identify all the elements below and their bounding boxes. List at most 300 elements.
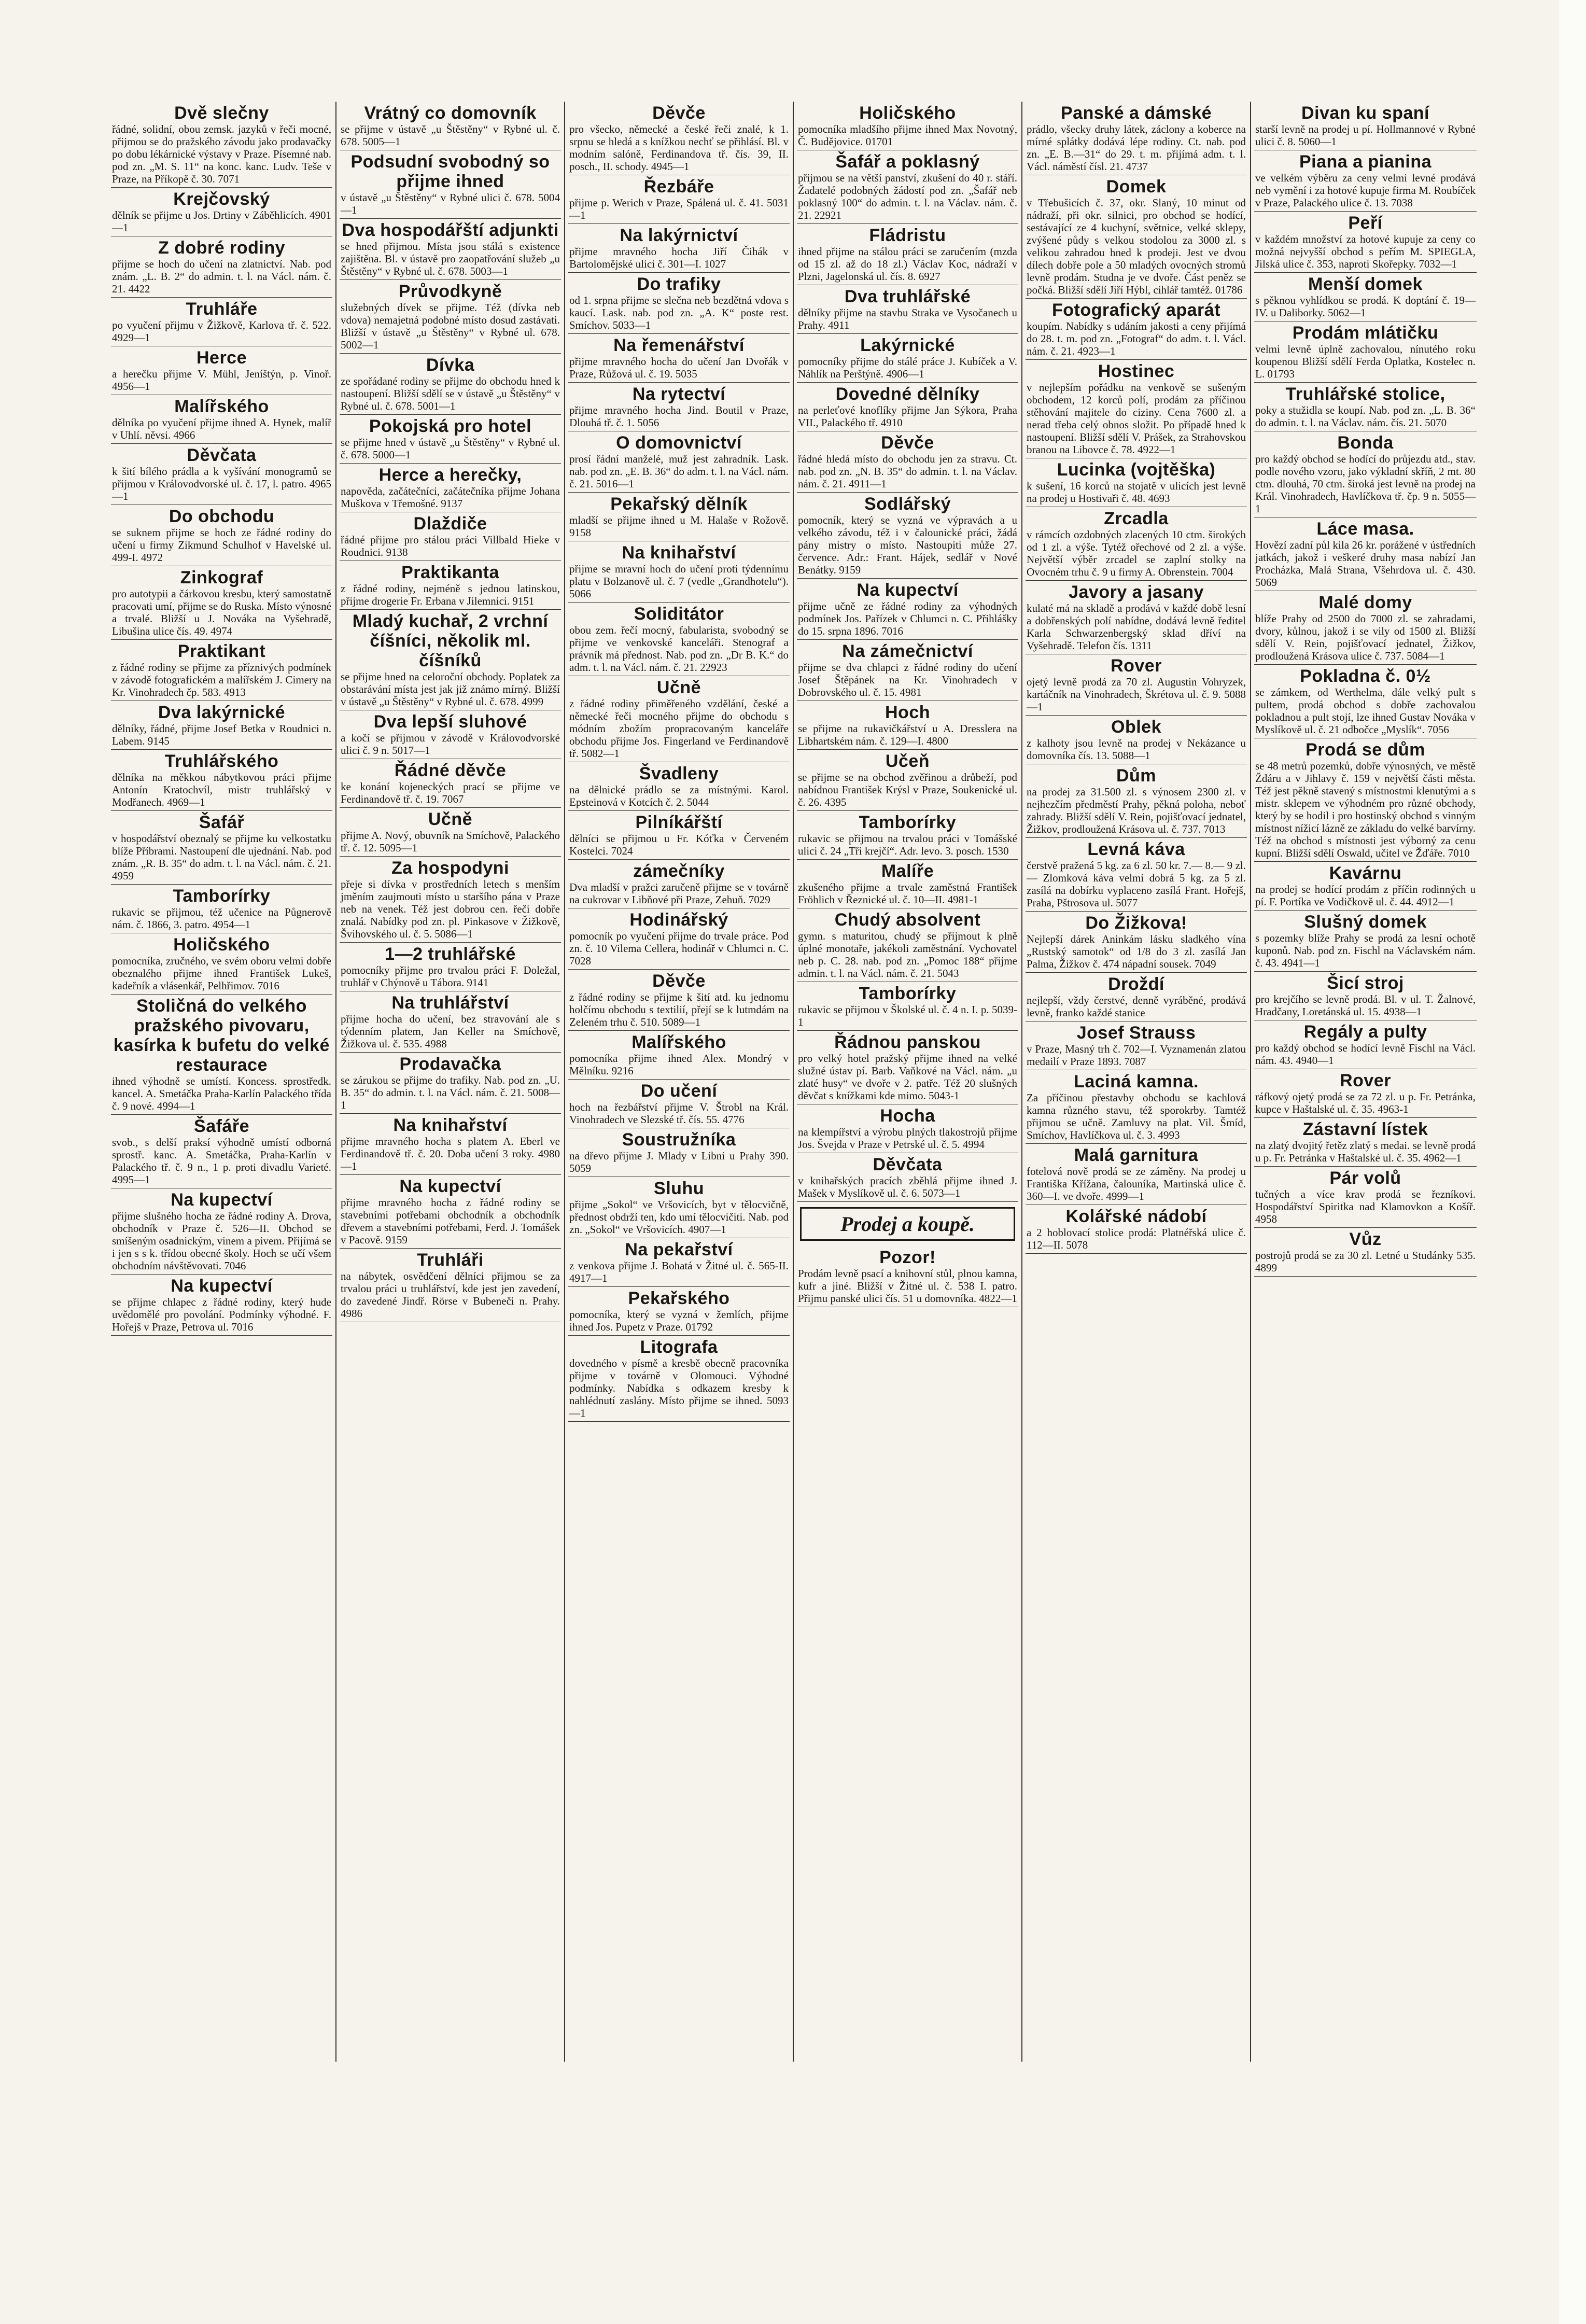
ad-text: fotelová nově prodá se ze záměny. Na prodej u Františka Křížana, čalouníka, Martinská ulice č. 360—I. ve dvoře. 4999—1 — [1027, 1165, 1246, 1202]
ad-heading: Do trafiky — [637, 274, 721, 294]
ad-heading: Na zámečnictví — [842, 641, 973, 661]
classified-ad — [568, 493, 790, 541]
ad-text: hoch na řezbářství přijme V. Štrobl na Král. Vinohradech ve Slezské tř. čís. 55. 4776 — [569, 1101, 789, 1126]
ad-heading: Zinkograf — [180, 568, 263, 587]
ad-heading: zámečníky — [633, 861, 725, 881]
section-banner: Prodej a koupě. — [800, 1207, 1015, 1241]
ad-heading: Pokladna č. 0½ — [1300, 666, 1431, 686]
ad-heading: Dva truhlářské — [844, 287, 971, 306]
classified-ad — [797, 860, 1018, 908]
ad-text: dělníci se přijmou u Fr. Kóťka v Červeném Kostelci. 7024 — [569, 832, 789, 857]
ad-text: ihned přijme na stálou práci se zaručením (mzda od 15 zl. až do 18 zl.) Václav Koc, nádraží v Plzni, Jagelonská ul. čís. 8. 6927 — [798, 245, 1017, 283]
classified-ad — [340, 280, 561, 354]
ad-text: obou zem. řečí mocný, fabularista, svobodný se přijme ve venkovské kanceláři. Stenograf a právník má přednost. Nab. pod zn. „Dr B. K.“ do adm. t. l. na Václ. nám. č. 21. 22923 — [569, 624, 789, 674]
classified-ad — [568, 762, 790, 811]
classified-ad — [568, 1080, 790, 1128]
classified-ad — [797, 750, 1018, 811]
classified-ad — [797, 1104, 1018, 1153]
ad-heading: Laciná kamna. — [1074, 1072, 1199, 1091]
ad-text: Prodám levně psací a knihovní stůl, plnou kamna, kufr a jiné. Bližší v Žitné ul. č. 538 I. patro. Přijmu panské ulici čís. 51 u domovníka. 4822—1 — [798, 1267, 1017, 1305]
classified-ad — [111, 995, 332, 1115]
classified-ad — [797, 102, 1018, 150]
classified-ad — [797, 224, 1018, 285]
ad-heading: Chudý absolvent — [834, 910, 981, 930]
ad-heading: Krejčovský — [173, 189, 270, 209]
ad-text: v nejlepším pořádku na venkově se sušeným obchodem, 12 korců polí, prodám za příčinou stěhování majitele do ciziny. Cena 7600 zl. a nerad třeba celý obnos složit. Po případě hned k nastoupení. Bližší sdělí V. Prášek, za Strahovskou branou na Libovce č. 78. 4922—1 — [1027, 381, 1246, 456]
ad-text: se přijme v ústavě „u Štěstěny“ v Rybné ul. č. 678. 5005—1 — [341, 123, 560, 148]
classified-ad — [111, 701, 332, 750]
ad-heading: Šafáře — [194, 1116, 249, 1136]
ad-text: na prodej za 31.500 zl. s výnosem 2300 zl. v nejhezčím předměstí Prahy, pěkná poloha, neboť zahrady. Bližší sdělí V. Rein, pojišťovací jednatel, Žižkov, prodloužená Krásova ul. č. 737. 7013 — [1027, 786, 1246, 835]
ad-text: dělníky přijme na stavbu Straka ve Vysočanech u Prahy. 4911 — [798, 306, 1017, 331]
ad-heading: Pekařského — [628, 1289, 730, 1308]
ad-heading: Pekařský dělník — [610, 494, 748, 514]
ad-heading: 1—2 truhlářské — [385, 944, 516, 964]
classified-ad — [1026, 654, 1247, 716]
ad-heading: Josef Strauss — [1076, 1023, 1196, 1043]
classified-ad — [340, 102, 561, 150]
ad-heading: Tamborírky — [859, 984, 957, 1003]
classified-ad — [568, 1287, 790, 1336]
ad-text: přijme hocha do učení, bez stravování ale s týdenním platem, Jan Keller na Smíchově, Žižkova ul. č. 535. 4988 — [341, 1013, 560, 1050]
classified-ad — [1026, 1070, 1247, 1144]
classified-ad — [797, 701, 1018, 750]
ad-text: z venkova přijme J. Bohatá v Žitné ul. č. 565-II. 4917—1 — [569, 1259, 789, 1284]
ad-heading: Pilníkářští — [635, 813, 723, 832]
classified-ad — [1254, 1020, 1477, 1069]
classified-ad — [568, 970, 790, 1031]
ad-text: čerstvě pražená 5 kg. za 6 zl. 50 kr. 7.— 8.— 9 zl. — Zlomková káva velmi dobrá 5 kg. za 5 zl. zasílá na dobírku vyplaceno zasílá Frant. Hořejš, Praha, Pštrosova ul. 5077 — [1027, 859, 1246, 909]
ad-text: přijme p. Werich v Praze, Spálená ul. č. 41. 5031—1 — [569, 197, 789, 221]
ad-text: prádlo, všecky druhy látek, záclony a koberce na mírné splátky dodává lépe rodiny. Ct. nab. pod zn. „E. B.—31“ do 29. t. m. přijímá adm. t. l. Václ. náměstí čísl. 21. 4737 — [1027, 123, 1246, 173]
ad-text: služebných dívek se přijme. Též (dívka neb vdova) nemajetná podobné místo dosud zastávati. Bližší v ústavě „u Štěstěny“ v Rybné ul. 678. 5002—1 — [341, 301, 560, 351]
ad-heading: Učně — [428, 809, 473, 829]
ad-heading: Dům — [1116, 766, 1157, 786]
classified-ad — [111, 395, 332, 444]
classified-ad — [1026, 175, 1247, 299]
ad-text: Dva mladší v pražci zaručeně přijme se v továrně na cukrovar v Libňové při Praze, Zehuň. 7029 — [569, 881, 789, 906]
classified-ad — [1026, 716, 1247, 764]
ad-text: koupím. Nabídky s udáním jakosti a ceny přijímá do 28. t. m. pod zn. „Fotograf“ do adm. t. l. Václ. nám. č. 21. 4923—1 — [1027, 320, 1246, 357]
classified-ad — [340, 991, 561, 1053]
classified-ad — [340, 219, 561, 280]
ad-heading: Soliditátor — [634, 604, 724, 624]
classified-ad — [340, 710, 561, 759]
ad-text: s pěknou vyhlídkou se prodá. K doptání č. 19—IV. u Daliborky. 5062—1 — [1255, 294, 1476, 319]
column-1 — [108, 102, 336, 2062]
ad-text: přijme mravného hocha do učení Jan Dvořák v Praze, Růžová ul. č. 19. 5035 — [569, 355, 789, 380]
classified-ad — [1026, 581, 1247, 654]
ad-heading: Fládristu — [869, 226, 946, 245]
classified-ad — [568, 1031, 790, 1080]
ad-heading: Na knihařství — [622, 543, 736, 563]
ad-heading: Do Žižkova! — [1085, 913, 1187, 933]
ad-text: se zárukou se přijme do trafiky. Nab. pod zn. „U. B. 35“ do admin. t. l. na Václ. nám. č. 21. 5008—1 — [341, 1074, 560, 1111]
classified-ad — [1254, 665, 1477, 738]
ad-heading: Rover — [1340, 1071, 1391, 1090]
ad-text: v rámcích ozdobných zlacených 10 ctm. širokých od 1 zl. a výše. Tytéž ořechové od 2 zl. a výše. Největší výběr zrcadel se zaplní stolky na Ovocném trhu č. 9 u firmy A. Obrenstein. 7004 — [1027, 528, 1246, 578]
classified-ad — [340, 512, 561, 561]
ad-heading: Malířského — [174, 397, 269, 416]
classified-ad — [111, 1188, 332, 1275]
classified-ad — [1254, 1228, 1477, 1277]
ad-text: na zlatý dvojitý řetěz zlatý s medai. se levně prodá u p. Fr. Petránka v Haštalské ul. č. 35. 4962—1 — [1255, 1139, 1476, 1164]
classified-ad — [568, 1238, 790, 1287]
ad-text: pomocníka, zručného, ve svém oboru velmi dobře obeznalého přijme ihned František Lukeš, kadeřník a vlásenkář, Pelhřimov. 7016 — [112, 955, 331, 992]
ad-text: na klempířství a výrobu plných tlakostrojů přijme Jos. Švejda v Praze v Petrské ul. č. 5. 4994 — [798, 1126, 1017, 1151]
ad-text: tučných a více krav prodá se řezníkovi. Hospodářství Spiritka nad Klamovkon a Košíř. 4958 — [1255, 1188, 1476, 1225]
classified-ad — [568, 383, 790, 431]
classified-ad — [797, 493, 1018, 579]
classified-ad — [797, 285, 1018, 334]
classified-ad — [1254, 1118, 1477, 1167]
ad-heading: Prodá se dům — [1306, 740, 1425, 760]
ad-text: přijme slušného hocha ze řádné rodiny A. Drova, obchodník v Praze č. 526—II. Obchod se smíšeným osadnickým, vinem a pivem. Přijímá se i jen s s k. třídou obecné školy. Hoch se učí všem obchodním návštěvovati. 7046 — [112, 1210, 331, 1272]
ad-heading: Herce — [196, 348, 247, 368]
ad-text: z řádné rodiny se přijme k šití atd. ku jednomu holčímu obchodu s textilií, přejí se k lutmdám na Zeleném trhu č. 510. 5089—1 — [569, 991, 789, 1028]
ad-text: na dělnické prádlo se za místnými. Karol. Epsteinová v Kotcích č. 2. 5044 — [569, 783, 789, 808]
classified-columns — [108, 102, 1482, 2062]
ad-heading: Děvčata — [873, 1155, 943, 1174]
classified-ad — [1254, 972, 1477, 1020]
ad-heading: Lakýrnické — [860, 335, 955, 355]
classified-ad — [797, 579, 1018, 640]
ad-text: dělníka po vyučení přijme ihned A. Hynek, malíř v Uhlí. něvsi. 4966 — [112, 416, 331, 441]
classified-ad — [340, 610, 561, 710]
classified-ad — [568, 908, 790, 970]
ad-text: řádné, solidní, obou zemsk. jazyků v řeči mocné, přijmou se do pražského závodu jako prodavačky po dobu lékárnické výstavy v Praze. Písemné nab. pod zn. „M. S. 11“ na konc. kanc. Ludv. Teše v Praze, na Příkopě č. 30. 7071 — [112, 123, 331, 185]
ad-heading: Děvče — [652, 971, 706, 991]
classified-ad — [111, 640, 332, 701]
ad-text: k šití bílého prádla a k vyšívání monogramů se přijmou v Královodvorské ul. č. 17, l. patro. 4965—1 — [112, 465, 331, 502]
classified-ad — [111, 298, 332, 346]
ad-text: přijme se mravní hoch do učení proti týdennímu platu v Bolzanově ul. č. 7 (vedle „Grandhotelu“). 5066 — [569, 563, 789, 600]
ad-text: přijme se dva chlapci z řádné rodiny do učení Josef Štěpánek na Kr. Vinohradech v Dobrovského ul. č. 15. 4981 — [798, 661, 1017, 698]
classified-ad — [1254, 431, 1477, 517]
ad-text: napověda, začátečníci, začátečníka přijme Johana Muškova v Třemošné. 9137 — [341, 485, 560, 510]
classified-ad — [568, 431, 790, 493]
ad-text: dělník se přijme u Jos. Drtiny v Záběhlicích. 4901—1 — [112, 209, 331, 234]
ad-heading: Lucinka (vojtěška) — [1057, 460, 1216, 480]
ad-text: se přijme chlapec z řádné rodiny, který hude uvědomělé pro povolání. Podmínky výhodné. F. Hořejš v Praze, Petrova ul. 7016 — [112, 1296, 331, 1333]
ad-heading: Vůz — [1349, 1229, 1382, 1249]
classified-ad — [111, 444, 332, 505]
ad-text: řádné přijme pro stálou práci Villbald Hieke v Roudnici. 9138 — [341, 534, 560, 558]
ad-text: se přijme na rukavičkářství u A. Dresslera na Libhartském nám. č. 129—I. 4800 — [798, 722, 1017, 747]
ad-heading: Dívka — [426, 355, 475, 375]
classified-ad — [111, 505, 332, 566]
ad-heading: Truhláře — [186, 299, 258, 319]
classified-ad — [1254, 517, 1477, 591]
ad-text: se přijme hned v ústavě „u Štěstěny“ v Rybné ul. č. 678. 5000—1 — [341, 436, 560, 461]
ad-text: pro každý obchod se hodící levně Fischl na Václ. nám. 43. 4940—1 — [1255, 1042, 1476, 1067]
ad-text: postrojů prodá se za 30 zl. Letné u Studánky 535. 4899 — [1255, 1249, 1476, 1274]
ad-text: pomocníka přijme ihned Alex. Mondrý v Mělníku. 9216 — [569, 1052, 789, 1077]
ad-heading: Učeň — [885, 751, 930, 771]
ad-text: z kalhoty jsou levně na prodej v Nekázance u domovníka čís. 13. 5088—1 — [1027, 737, 1246, 762]
ad-text: se hned přijmou. Místa jsou stálá s existence zajištěna. Bl. v ústavě pro zaopatřování služeb „u Štěstěny“ v Rybné ul. č. 678. 5003—1 — [341, 240, 560, 277]
ad-heading: Regály a pulty — [1303, 1022, 1427, 1042]
ad-heading: Za hospodyni — [391, 858, 509, 878]
ad-heading: Pokojská pro hotel — [369, 416, 532, 436]
classified-ad — [111, 188, 332, 236]
ad-heading: Soustružníka — [622, 1130, 736, 1150]
classified-ad — [1026, 1021, 1247, 1070]
classified-ad — [1026, 973, 1247, 1021]
classified-ad — [568, 1128, 790, 1177]
classified-ad — [111, 102, 332, 188]
classified-ad — [797, 1153, 1018, 1202]
ad-heading: Dvě slečny — [174, 103, 269, 123]
ad-text: pomocník po vyučení přijme do trvale práce. Pod zn. č. 10 Vilema Cellera, hodinář v Chlumci n. C. 7028 — [569, 930, 789, 967]
ad-heading: Na rytectví — [632, 384, 726, 404]
ad-text: v ústavě „u Štěstěny“ v Rybné ulici č. 678. 5004—1 — [341, 191, 560, 216]
ad-heading: Mladý kuchař, 2 vrchní číšníci, několik ml. číšníků — [352, 611, 549, 670]
ad-text: starší levně na prodej u pí. Hollmannové v Rybné ulici č. 8. 5060—1 — [1255, 123, 1476, 148]
ad-text: v Praze, Masný trh č. 702—I. Vyznamenán zlatou medailí v Praze 1893. 7087 — [1027, 1043, 1246, 1068]
ad-text: Hovězí zadní půl kila 26 kr. porážené v ústředních jatkách, jakož i veškeré druhy masa nabízí Jan Procházka, Malá Strana, Všehrdova ul. č. 430. 5069 — [1255, 539, 1476, 589]
classified-ad — [340, 354, 561, 415]
classified-ad — [1254, 150, 1477, 212]
ad-heading: Divan ku spaní — [1301, 103, 1429, 123]
classified-ad — [797, 150, 1018, 224]
ad-heading: Peří — [1348, 213, 1383, 233]
ad-text: dělníky, řádné, přijme Josef Betka v Roudnici n. Labem. 9145 — [112, 722, 331, 747]
ad-heading: Droždí — [1108, 974, 1164, 994]
ad-heading: Malé domy — [1318, 593, 1412, 612]
ad-heading: Malířského — [631, 1032, 726, 1052]
ad-text: z řádné rodiny přiměřeného vzdělání, české a německé řeči mocného přijme do obchodu s módním zbožím propracovaným kanceláře obchodu přijme Jos. Fingerland ve Ferdinandově tř. 5082—1 — [569, 697, 789, 760]
ad-heading: Herce a herečky, — [378, 465, 522, 485]
classified-ad — [111, 1115, 332, 1188]
ad-text: se přijme hned na celoroční obchody. Poplatek za obstarávání místa jest jak již známo mírný. Bližší v ústavě „u Štěstěny“ v Rybné ul. č. 678. 4999 — [341, 670, 560, 708]
ad-heading: Malá garnitura — [1074, 1145, 1199, 1165]
ad-heading: Holičského — [859, 103, 956, 123]
classified-ad — [1254, 911, 1477, 972]
column-4 — [794, 102, 1022, 2062]
ad-text: a 2 hoblovací stolice prodá: Platnéřská ulice č. 112—II. 5078 — [1027, 1226, 1246, 1251]
ad-heading: Hoch — [885, 703, 930, 722]
ad-heading: Šafář — [199, 813, 245, 832]
ad-heading: Truhláři — [417, 1250, 484, 1270]
ad-heading: Piana a pianina — [1299, 152, 1432, 172]
ad-heading: Učně — [656, 678, 701, 697]
ad-heading: Šafář a poklasný — [835, 152, 980, 172]
ad-text: rukavic se přijmou na trvalou práci v Tomášské ulici č. 24 „Tři krejčí“. Adr. levo. 3. posch. 1530 — [798, 832, 1017, 857]
classified-ad — [340, 808, 561, 857]
ad-text: pomocníky přijme do stálé práce J. Kubíček a V. Náhlík na Perštýně. 4906—1 — [798, 355, 1017, 380]
ad-heading: Hocha — [880, 1106, 935, 1126]
ad-text: na dřevo přijme J. Mlady v Libni u Prahy 390. 5059 — [569, 1150, 789, 1174]
ad-text: pro každý obchod se hodící do průjezdu atd., stav. podle nového vzoru, jako výkladní skříň, 2 mt. 80 ctm. dlouhá, 70 ctm. široká jest levně na prodej na Král. Vinohradech, Havlíčkova tř. čp. 9 n. 5055—1 — [1255, 453, 1476, 515]
classified-ad — [568, 1336, 790, 1422]
ad-text: se přijme se na obchod zvěřinou a drůbeží, pod nabídnou František Krýsl v Praze, Soukenické ul. č. 26. 4395 — [798, 771, 1017, 808]
ad-text: ve velkém výběru za ceny velmi levné prodává neb vymění i za hotové kupuje firma M. Roubíček v Praze, Palackého ulice č. 13. 7038 — [1255, 172, 1476, 209]
classified-ad — [568, 603, 790, 676]
ad-heading: Dlaždiče — [413, 514, 487, 534]
ad-text: z řádné rodiny se přijme za příznivých podmínek v závodě fotografickém a malířském J. Cimery na Kr. Vinohradech čp. 583. 4913 — [112, 661, 331, 698]
ad-heading: Řádné děvče — [394, 761, 507, 780]
classified-ad — [340, 150, 561, 219]
ad-heading: Dva lepší sluhové — [373, 712, 527, 732]
ad-heading: Děvče — [881, 433, 934, 453]
classified-ad — [1026, 1144, 1247, 1205]
ad-text: v Třebušicích č. 37, okr. Slaný, 10 minut od nádraží, při okr. silnici, pro obchod se hodící, sestávající ze 4 kuchyní, světnice, velké sklepy, zvýšené půdy s velkou stodolou za 3000 zl. s velikou zahradou hned k prodeji. Jest ve dvou dílech dobře pole a 50 mladých ovocných stromů levně prodám. Studna je ve dvoře. Část peněz se počká. Bližší sdělí Jiří Hýbl, cihlář tamtéž. 01786 — [1027, 197, 1246, 296]
ad-text: z řádné rodiny, nejméně s jednou latinskou, přijme drogerie Fr. Erbana v Jilemnici. 9151 — [341, 582, 560, 607]
classified-ad — [340, 759, 561, 808]
ad-text: gymn. s maturitou, chudý se přijmout k plně úplné monotaře, jakékoli zaměstnání. Vychovatel neb p. C. 28. nab. pod zn. „Pomoc 188“ přijme admin. t. l. na Václ. nám. č. 21. 5043 — [798, 930, 1017, 979]
classified-ad — [797, 383, 1018, 431]
classified-ad — [111, 1275, 332, 1336]
ad-heading: Zrcadla — [1104, 509, 1169, 528]
column-6 — [1251, 102, 1480, 2062]
classified-ad — [111, 566, 332, 640]
ad-text: na perleťové knoflíky přijme Jan Sýkora, Praha VII., Palackého tř. 4910 — [798, 404, 1017, 429]
ad-text: kulaté má na skladě a prodává v každé době lesní a dobřenských polí nabídne, dodává levně ředitel Karla Schwarzenbergský sklad dříví na Vyšehradě. Telefon čís. 1311 — [1027, 602, 1246, 652]
ad-text: dělníka na měkkou nábytkovou práci přijme Antonín Kratochvíl, mistr truhlářský v Modřanech. 4969—1 — [112, 771, 331, 808]
ad-heading: Zástavní lístek — [1302, 1119, 1428, 1139]
ad-text: zkušeného přijme a trvale zaměstná František Fröhlich v Řeznické ul. č. 10—II. 4981-1 — [798, 881, 1017, 906]
classified-ad — [1026, 102, 1247, 175]
classified-ad — [1254, 212, 1477, 273]
ad-heading: Na pekařství — [625, 1240, 733, 1259]
classified-ad — [1026, 838, 1247, 912]
ad-heading: Vrátný co domovník — [364, 103, 537, 123]
ad-text: v knihařských pracích zběhlá přijme ihned J. Mašek v Myslíkově ul. č. 6. 5073—1 — [798, 1174, 1017, 1199]
classified-ad — [1026, 912, 1247, 973]
ad-text: přijme se hoch do učení na zlatnictví. Nab. pod znám. „L. B. 2“ do admin. t. l. na Václ. nám. č. 21. 4422 — [112, 258, 331, 295]
classified-ad — [568, 541, 790, 603]
classified-ad — [340, 857, 561, 943]
ad-text: rukavic se přijmou v Školské ul. č. 4 n. I. p. 5039-1 — [798, 1003, 1017, 1028]
ad-heading: Litografa — [640, 1337, 718, 1357]
classified-ad — [568, 102, 790, 175]
ad-heading: Holičského — [173, 935, 270, 955]
classified-ad — [797, 811, 1018, 860]
ad-text: pro autotypii a čárkovou kresbu, který samostatně pracovati umí, přijme se do Ruska. Místo výnosné a trvalé. Bližší u J. Nováka na Vyšehradě, Libušina ulice čís. 49. 4974 — [112, 587, 331, 637]
ad-heading: Řezbáře — [643, 177, 714, 197]
ad-heading: Řádnou panskou — [834, 1032, 981, 1052]
ad-text: mladší se přijme ihned u M. Halaše v Rožově. 9158 — [569, 514, 789, 539]
classified-ad — [340, 1114, 561, 1175]
classified-ad — [1254, 738, 1477, 862]
classified-ad — [340, 943, 561, 991]
ad-heading: Hodinářský — [629, 910, 728, 930]
classified-ad — [1026, 360, 1247, 458]
ad-heading: Do učení — [640, 1081, 718, 1101]
classified-ad — [111, 750, 332, 811]
ad-text: přeje si dívka v prostředních letech s menším jměním zaujmouti místo u staršího pána v Praze neb na venek. Též jest dobrou cen. řeči dobře znalá. Nabídky pod zn. pl. Pinkasove v Žižkově, Švihovského ul. č. 5. 5086—1 — [341, 878, 560, 940]
ad-heading: Prodavačka — [399, 1054, 501, 1074]
ad-text: přijme mravného hocha Jind. Boutil v Praze, Dlouhá tř. č. 1. 5056 — [569, 404, 789, 429]
ad-heading: Slušný domek — [1304, 912, 1427, 932]
paper-margin — [1559, 0, 1586, 2324]
classified-ad — [568, 175, 790, 224]
classified-ad — [111, 885, 332, 933]
ad-heading: Rover — [1111, 656, 1162, 676]
ad-heading: Na knihařství — [393, 1115, 508, 1135]
ad-heading: Javory a jasany — [1069, 582, 1204, 602]
classified-ad — [340, 464, 561, 512]
ad-text: na prodej se hodící prodám z příčin rodinných u pí. F. Portíka ve Vodičkově ul. č. 44. 4912—1 — [1255, 883, 1476, 908]
ad-text: pro velký hotel pražský přijme ihned na velké služné ústav pí. Barb. Vaňkové na Václ. nám. „u zlaté husy“ ve dvoře v 2. patře. Též 20 slušných děvčat s knížkami kde mimo. 5043-1 — [798, 1052, 1017, 1102]
classified-ad — [340, 415, 561, 464]
ad-heading: Fotografický aparát — [1051, 300, 1221, 320]
ad-heading: Dva hospodářští adjunkti — [342, 220, 559, 240]
ad-heading: Šicí stroj — [1327, 973, 1404, 993]
ad-heading: Z dobré rodiny — [158, 238, 285, 258]
ad-heading: Dovedné dělníky — [835, 384, 980, 404]
ad-heading: Sodlářský — [864, 494, 951, 514]
ad-heading: O domovnictví — [616, 433, 742, 453]
ad-heading: Malíře — [881, 861, 934, 881]
ad-text: ojetý levně prodá za 70 zl. Augustin Vohryzek, kartáčník na Vinohradech, Škrétova ul. č. 9. 5088—1 — [1027, 676, 1246, 713]
classified-ad — [568, 334, 790, 383]
ad-heading: Dva lakýrnické — [158, 703, 286, 722]
ad-heading: Podsudní svobodný so přijme ihned — [350, 152, 550, 191]
ad-heading: Na řemenářství — [613, 335, 745, 355]
classified-ad — [111, 346, 332, 395]
ad-heading: Praktikant — [177, 641, 266, 661]
ad-heading: Děvčata — [187, 445, 257, 465]
classified-ad — [111, 811, 332, 885]
ad-text: blíže Prahy od 2500 do 7000 zl. se zahradami, dvory, kůlnou, jakož i se vily od 1500 zl. Bližší sdělí V. Rein, pojišťovací jednatel, Žižkov, prodloužená Krásova ulice č. 737. 5084—1 — [1255, 612, 1476, 662]
ad-text: v hospodářství obeznalý se přijme ku velkostatku blíže Příbrami. Nastoupení dle ujednání. Nab. pod znám. „R. B. 35“ do adm. t. l. na Václ. nám. č. 21. 4959 — [112, 832, 332, 882]
classified-ad — [111, 933, 332, 995]
ad-text: přijme mravného hocha s platem A. Eberl ve Ferdinandově tř. č. 20. Doba učení 3 roky. 4980—1 — [341, 1135, 560, 1172]
ad-text: přijme „Sokol“ ve Vršovicích, byt v tělocvičně, přednost obdrží ten, kdo umí tělocvičiti. Nab. pod zn. „Sokol“ ve Vršovicích. 4907—1 — [569, 1198, 789, 1236]
classified-ad — [568, 224, 790, 273]
ad-heading: Prodám mlátičku — [1292, 323, 1439, 343]
ad-text: po vyučení přijmu v Žižkově, Karlova tř. č. 522. 4929—1 — [112, 319, 331, 344]
ad-heading: Pozor! — [879, 1248, 936, 1267]
ad-text: pro krejčího se levně prodá. Bl. v ul. T. Žalnové, Hradčany, Loretánská ul. 15. 4938—1 — [1255, 993, 1476, 1018]
ad-heading: Domek — [1106, 177, 1167, 197]
ad-text: pomocníky přijme pro trvalou práci F. Doležal, truhlář v Chýnově u Tábora. 9141 — [341, 964, 560, 989]
ad-text: nejlepší, vždy čerstvé, denně vyráběné, prodává levně, franko každé stanice — [1027, 994, 1246, 1019]
ad-heading: Sluhu — [654, 1179, 704, 1198]
ad-heading: Hostinec — [1098, 361, 1175, 381]
classified-ad — [1254, 321, 1477, 383]
ad-text: ze spořádané rodiny se přijme do obchodu hned k nastoupení. Bližší sdělí se v ústavě „u Štěstěny“ v Rybné ul. č. 678. 5001—1 — [341, 375, 560, 412]
ad-text: se 48 metrů pozemků, dobře výnosných, ve městě Ždáru a v Jihlavy č. 159 v největší části města. Též jest pěkně stavený s místnostmi klenutými a s mistr. sklepem ve výhodném pro různé obchody, který by se hodil i pro hostinský obchod s vinným místnost nížicí lázně ze základu do velké barvírny. Též na obchod s místnosti jest výborný za cenu kupní. Bližší sdělí Oswald, učitel ve Žďáře. 7010 — [1255, 760, 1476, 859]
classified-ad — [568, 273, 790, 334]
column-3 — [565, 102, 794, 2062]
ad-text: ráfkový ojetý prodá se za 72 zl. u p. Fr. Petránka, kupce v Haštalské ul. č. 35. 4963-1 — [1255, 1090, 1476, 1115]
ad-heading: Na kupectví — [399, 1177, 501, 1196]
ad-text: Za příčinou přestavby obchodu se kachlová kamna různého stavu, též sporokrby. Tamtéž přijmou se učně. Zamluvy na plat. Vil. Šmíd, Smíchov, Havlíčkova ul. č. 3. 4993 — [1027, 1091, 1246, 1141]
classified-ad — [1254, 591, 1477, 665]
ad-text: přijme mravného hocha z řádné rodiny se stavebními potřebami obchodník a obchodník dřevem a stavebními potřebami, Ferd. J. Tomášek v Pacově. 9159 — [341, 1196, 560, 1246]
classified-ad — [1026, 507, 1247, 581]
ad-heading: Na kupectví — [857, 580, 959, 600]
ad-text: přijmou se na větší panství, zkušení do 40 r. stáří. Žadatelé podobných žádostí pod zn. „Šafář neb poklasný 100“ do admin. t. l. na Václav. nám. č. 21. 22921 — [798, 172, 1017, 221]
ad-text: pomocníka mladšího přijme ihned Max Novotný, Č. Budějovice. 01701 — [798, 123, 1017, 148]
ad-text: na nábytek, osvědčení dělníci přijmou se za trvalou práci u truhlářství, kde jest jen zavedení, do zavedené Jindř. Rörse v Bubeneči n. Prahy. 4986 — [341, 1270, 560, 1320]
ad-text: pomocník, který se vyzná ve výpravách a u velkého závodu, též i v čalounické práci, žádá pány mistry o místo. Nastoupiti může 27. července. Adr.: Frant. Hájek, sedlář v Nové Benátky. 9159 — [798, 514, 1017, 576]
ad-heading: Tamborírky — [859, 813, 957, 832]
ad-text: a herečku přijme V. Mühl, Jeníštýn, p. Vinoř. 4956—1 — [112, 368, 331, 393]
ad-heading: Kolářské nádobí — [1065, 1207, 1207, 1226]
ad-heading: Menší domek — [1308, 274, 1423, 294]
ad-heading: Na lakýrnictví — [620, 226, 738, 245]
ad-text: pomocníka, který se vyzná v žemlích, přijme ihned Jos. Pupetz v Praze. 01792 — [569, 1308, 789, 1333]
ad-text: ke konání kojeneckých prací se přijme ve Ferdinandově tř. č. 19. 7067 — [341, 780, 560, 805]
ad-heading: Tamborírky — [173, 886, 271, 906]
classified-ad — [797, 640, 1018, 701]
ad-heading: Pár volů — [1329, 1168, 1401, 1188]
classified-ad — [1026, 299, 1247, 360]
